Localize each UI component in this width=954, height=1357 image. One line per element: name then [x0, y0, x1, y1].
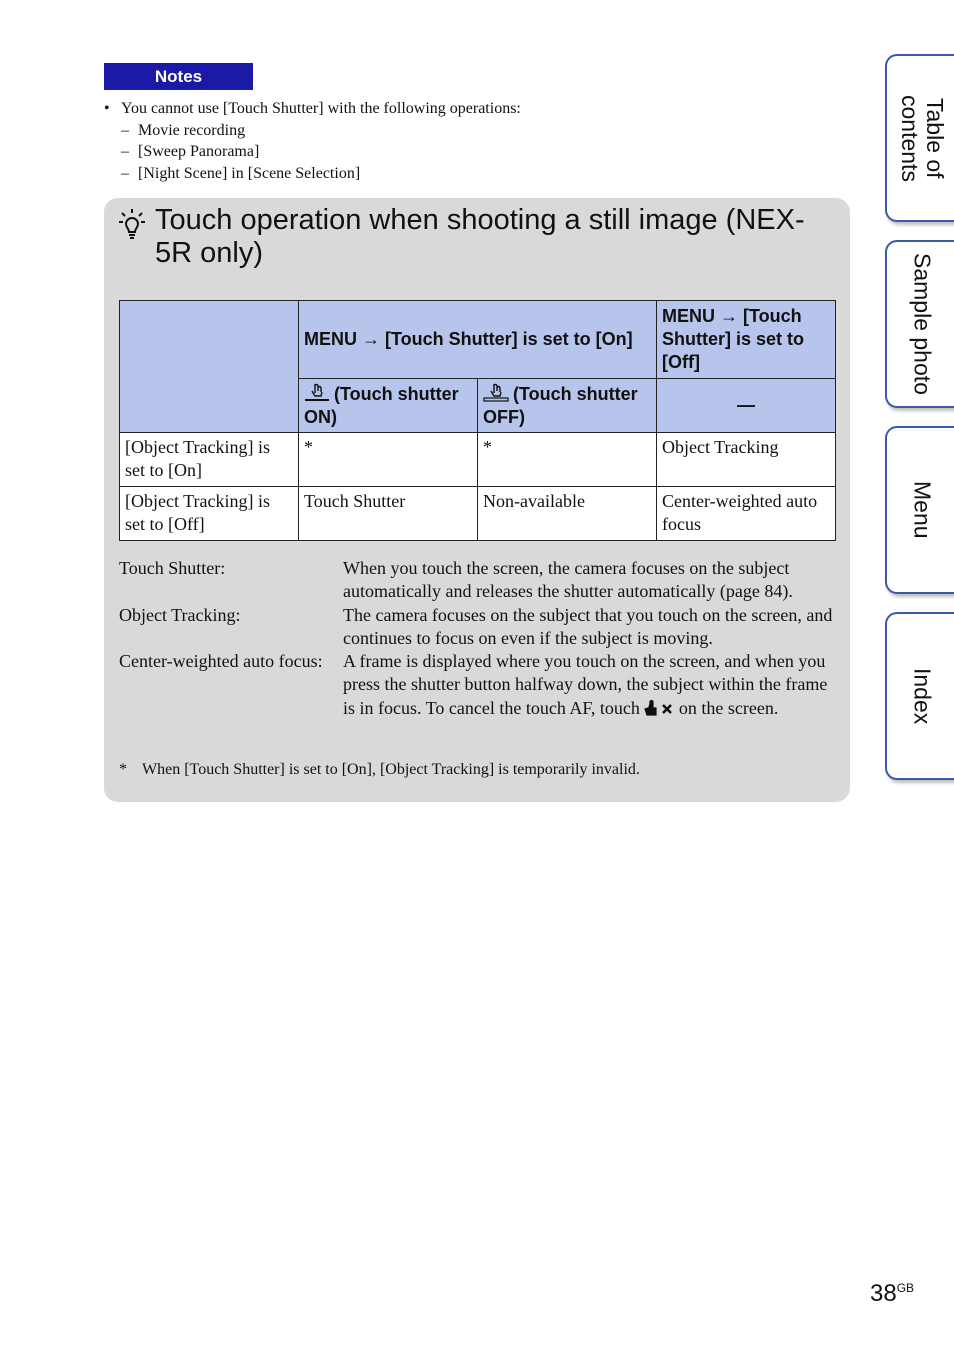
definition-term: Center-weighted auto focus:: [119, 651, 323, 672]
definition-item: [119, 650, 835, 720]
definition-item: [119, 557, 835, 604]
notes-item: – Movie recording: [121, 121, 246, 139]
tab-label: Table of contents: [897, 94, 948, 182]
touch-shutter-off-icon: [483, 382, 509, 402]
table-cell: Object Tracking: [657, 433, 836, 487]
tab-label: Sample photo: [909, 253, 936, 395]
subheader-touch-shutter-off: (Touch shutter OFF): [478, 379, 657, 433]
definition-desc: A frame is displayed where you touch on the screen, and when you press the shutter button halfway down, the subject within the frame is in focus. To cancel the touch AF, touch on the screen.: [343, 651, 828, 718]
touch-shutter-on-icon: [304, 382, 330, 402]
definition-desc: The camera focuses on the subject that you touch on the screen, and continues to focus on even if the subject is moving.: [343, 604, 833, 648]
subheader-touch-shutter-on: (Touch shutter ON): [299, 379, 478, 433]
definition-desc: When you touch the screen, the camera focuses on the subject automatically and releases the shutter automatically (page 84).: [343, 558, 793, 602]
page-number: $38^{GB}$: [870, 1280, 915, 1307]
table-row: [120, 487, 836, 541]
table-cell: Touch Shutter: [299, 487, 478, 541]
notes-intro: • You cannot use [Touch Shutter] with the following operations:: [104, 100, 521, 117]
definition-term: Object Tracking:: [119, 604, 241, 625]
footnote: * When [Touch Shutter] is set to [On], [Object Tracking] is temporarily invalid.: [119, 761, 640, 778]
row-label: [Object Tracking] is set to [On]: [120, 433, 299, 487]
tab-sample-photo[interactable]: [885, 240, 954, 408]
subheader-dash: —: [657, 379, 836, 433]
touch-operation-table: [119, 300, 836, 541]
table-cell: *: [299, 433, 478, 487]
definition-item: [119, 604, 835, 651]
tab-index[interactable]: [885, 612, 954, 780]
touch-af-cancel-icon: [644, 699, 674, 717]
notes-list: [104, 98, 521, 184]
tab-menu[interactable]: [885, 426, 954, 594]
table-cell: Center-weighted auto focus: [657, 487, 836, 541]
table-row: [120, 433, 836, 487]
tab-table-of-contents[interactable]: [885, 54, 954, 222]
header-touch-shutter-off: MENU → [Touch Shutter] is set to [Off]: [657, 301, 836, 379]
table-cell: *: [478, 433, 657, 487]
row-label: [Object Tracking] is set to [Off]: [120, 487, 299, 541]
lightbulb-hint-icon: [118, 208, 146, 240]
table-cell: Non-available: [478, 487, 657, 541]
header-touch-shutter-on: MENU → [Touch Shutter] is set to [On]: [299, 301, 657, 379]
tab-label: Index: [909, 667, 936, 725]
definition-term: Touch Shutter:: [119, 558, 226, 578]
tip-title: Touch operation when shooting a still image (NEX-5R only): [155, 204, 805, 269]
tab-label: Menu: [909, 481, 936, 539]
table-corner-cell: [120, 301, 299, 433]
notes-item: – [Night Scene] in [Scene Selection]: [121, 164, 361, 182]
notes-item: – [Sweep Panorama]: [121, 143, 260, 160]
notes-badge: Notes: [104, 63, 253, 90]
definitions-list: [119, 557, 835, 720]
